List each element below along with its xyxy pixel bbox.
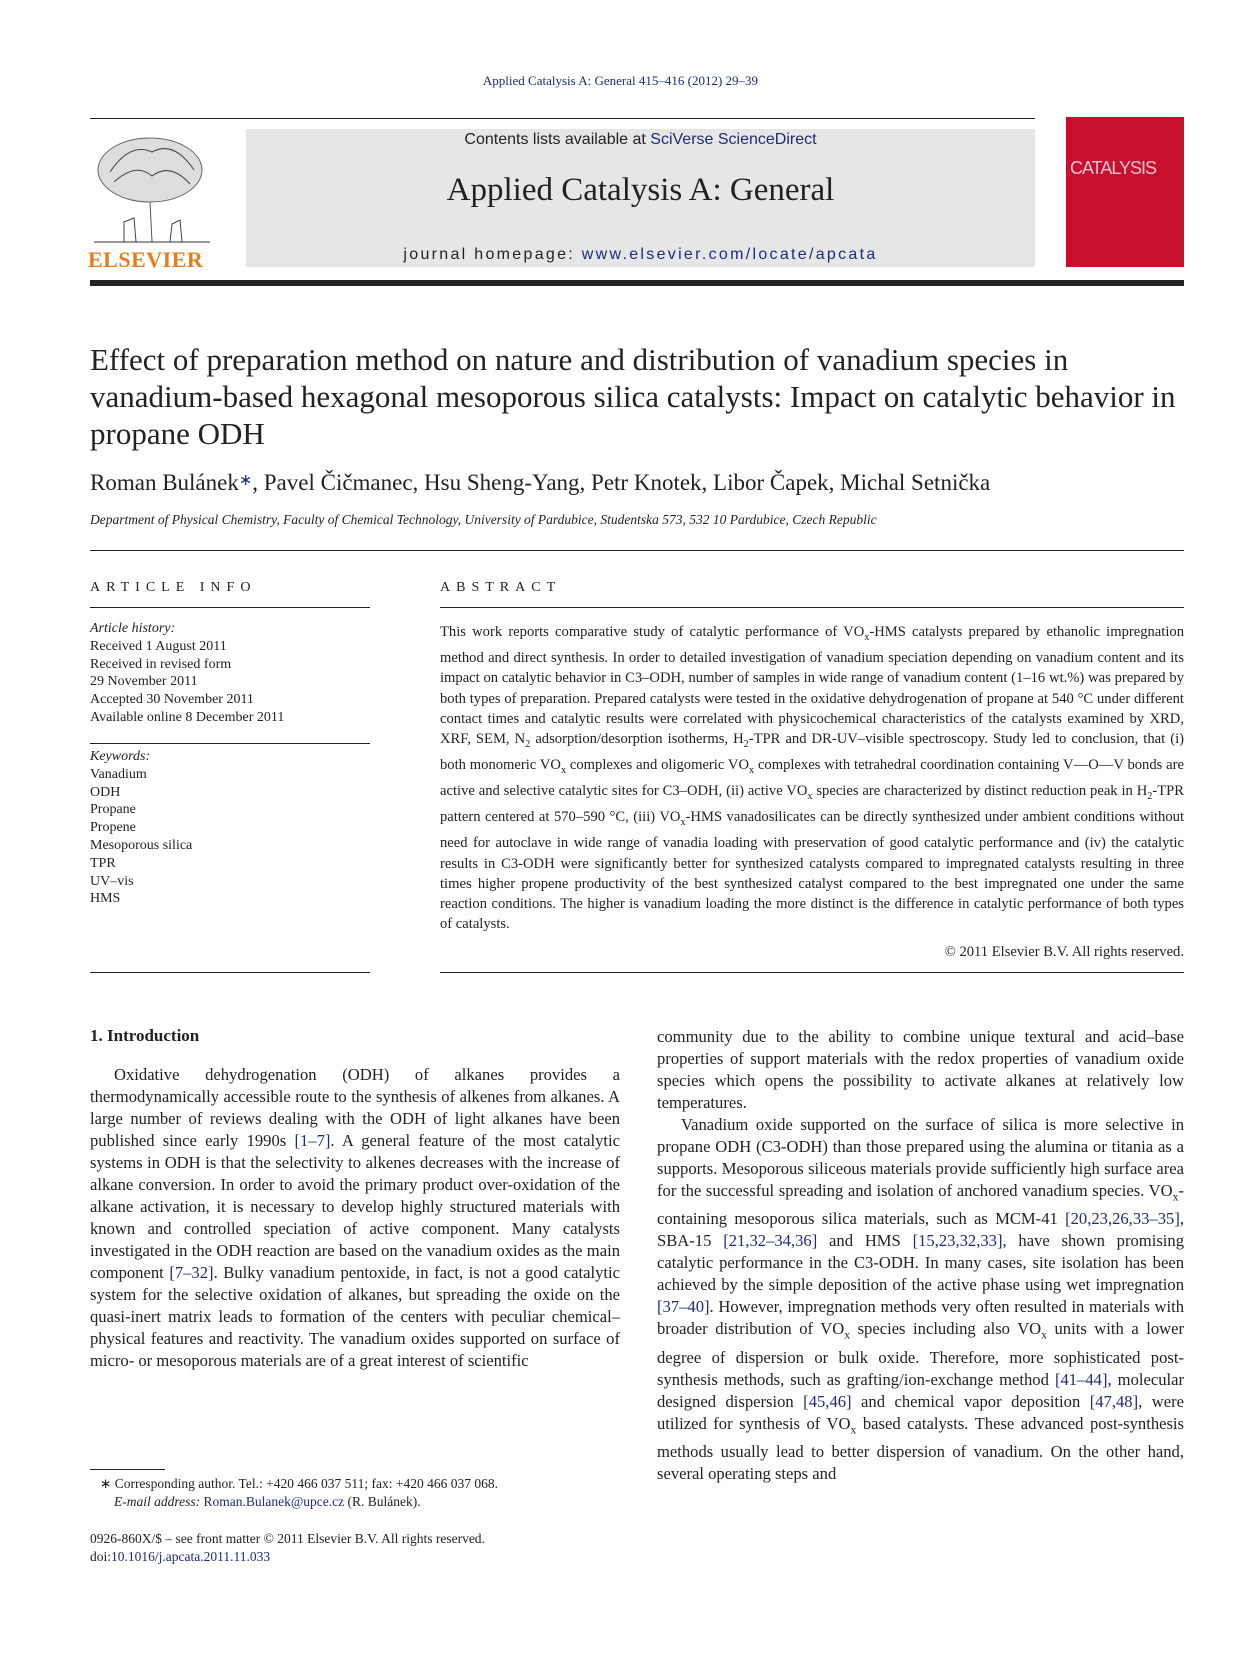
homepage-link[interactable]: www.elsevier.com/locate/apcata	[581, 246, 878, 263]
history-item: 29 November 2011	[90, 674, 198, 690]
citation-link[interactable]: [1–7]	[294, 1131, 331, 1150]
footnote-contact: Corresponding author. Tel.: +420 466 037 511; fax: +420 466 037 068.	[111, 1476, 498, 1491]
other-authors: , Pavel Čičmanec, Hsu Sheng-Yang, Petr Knotek, Libor Čapek, Michal Setnička	[252, 470, 991, 495]
keyword: ODH	[90, 784, 121, 800]
section-rule	[90, 550, 1184, 551]
homepage-prefix: journal homepage:	[403, 246, 582, 263]
history-item: Received in revised form	[90, 656, 232, 672]
article-info-rule	[90, 607, 370, 608]
keyword: Propene	[90, 820, 136, 836]
keyword: Propane	[90, 802, 136, 818]
author-list	[90, 470, 990, 496]
article-title: Effect of preparation method on nature and distribution of vanadium species in vanadium-based hexagonal mesoporous silica catalysts: Impact on catalytic behavior in propane ODH	[90, 342, 1176, 451]
citation-link[interactable]: [7–32]	[169, 1263, 214, 1282]
keywords-label: Keywords:	[90, 749, 151, 764]
citation-link[interactable]: [41–44]	[1054, 1369, 1108, 1389]
abstract-rule	[440, 607, 1184, 608]
citation-link[interactable]: [45,46]	[803, 1391, 852, 1411]
intro-paragraph: community due to the ability to combine unique textural and acid–base properties of support materials with the redox properties of vanadium oxide species which opens the possibility to activate alkanes at relatively low temperatures.	[657, 1027, 1184, 1112]
front-matter	[90, 1530, 485, 1566]
footnote-rule	[90, 1469, 165, 1470]
issn-line: 0926-860X/$ – see front matter © 2011 Elsevier B.V. All rights reserved.	[90, 1531, 485, 1546]
footnote-mark: ∗	[100, 1476, 112, 1491]
contents-line	[246, 131, 1035, 149]
keyword: Vanadium	[90, 766, 147, 782]
citation-link[interactable]: [37–40]	[657, 1297, 710, 1317]
abstract-heading: ABSTRACT	[440, 580, 562, 595]
history-item: Available online 8 December 2011	[90, 709, 285, 725]
journal-homepage	[246, 246, 1035, 264]
history-label: Article history:	[90, 621, 176, 636]
corresponding-footnote	[90, 1475, 498, 1511]
email-suffix: (R. Bulánek).	[344, 1494, 421, 1509]
intro-column-right	[657, 1026, 1184, 1485]
contents-prefix: Contents lists available at	[464, 131, 651, 148]
journal-cover-image[interactable]	[1066, 117, 1184, 267]
citation-link[interactable]: [47,48]	[1089, 1391, 1139, 1411]
elsevier-wordmark: ELSEVIER	[88, 247, 204, 272]
introduction-heading: 1. Introduction	[90, 1026, 200, 1045]
doi-link[interactable]: 10.1016/j.apcata.2011.11.033	[111, 1549, 271, 1564]
abstract-bottom-rule	[440, 972, 1184, 973]
abstract-text: This work reports comparative study of catalytic performance of $VO_x$-HMS catalysts prepared by ethanolic impregnation method and direct synthesis. In order to detailed investigation of vanadium speciation depending on vanadium content and its impact on catalytic behavior in C3–ODH, number of samples in wide range of vanadium content (1–16 wt.%) was prepared by both types of preparation. Prepared catalysts were tested in the oxidative dehydrogenation of propane at 540 °C under different contact times and catalytic results were correlated with physicochemical characteristics of the catalysts examined by XRD, XRF, SEM, $N_2$ adsorption/desorption isotherms, $H_2$-TPR and DR-UV–visible spectroscopy. Study led to conclusion, that (i) both monomeric $VO_x$ complexes and oligomeric $VO_x$ complexes with tetrahedral coordination containing V—O—V bonds are active and selective catalytic sites for C3–ODH, (ii) active $VO_x$ species are characterized by distinct reduction peak in $H_2$-TPR pattern centered at 570–590 °C, (iii) $VO_x$-HMS vanadosilicates can be directly synthesized under ambient conditions without need for autoclave in wide range of vanadia loading with preservation of good catalytic performance and (iv) the catalytic results in C3-ODH were significantly better for synthesized catalysts compared to impregnated catalysts resulting in three times higher propene productivity of the best synthesized catalyst compared to the best impregnated one under the same reaction conditions. The higher is vanadium loading the more distinct is the difference in catalytic performance of both types of catalysts.	[440, 624, 1184, 933]
history-item: Received 1 August 2011	[90, 638, 227, 654]
keywords	[90, 748, 370, 908]
affiliation: Department of Physical Chemistry, Faculty of Chemical Technology, University of Pardubice, Studentska 573, 532 10 Pardubice, Czech Republic	[90, 512, 877, 527]
intro-column-left	[90, 1064, 620, 1372]
keyword: Mesoporous silica	[90, 837, 193, 853]
header-bottom-rule	[90, 280, 1184, 286]
abstract-copyright: © 2011 Elsevier B.V. All rights reserved.	[944, 944, 1184, 960]
doi-prefix: doi:	[90, 1549, 112, 1564]
citation-link[interactable]: [21,32–34,36]	[723, 1231, 818, 1251]
first-author: Roman Bulánek	[90, 470, 239, 495]
journal-cover-title: CATALYSIS	[1070, 158, 1157, 178]
article-info-heading: ARTICLE INFO	[90, 580, 257, 595]
intro-paragraph: Oxidative dehydrogenation (ODH) of alkanes provides a thermodynamically accessible route to the synthesis of alkenes from alkanes. A large number of reviews dealing with the ODH of light alkanes have been published since early 1990s [1–7]. A general feature of the most catalytic systems in ODH is that the selectivity to alkenes decreases with the increase of alkane conversion. In order to avoid the primary product over-oxidation of the alkane activation, it is necessary to develop highly structured materials with known and controlled speciation of active component. Many catalysts investigated in the ODH reaction are based on the vanadium oxides as the main component [7–32]. Bulky vanadium pentoxide, in fact, is not a good catalytic system for the selective oxidation of alkanes, but spreading the oxide on the quasi-inert matrix leads to formation of the centers with peculiar chemical–physical features and reactivity. The vanadium oxides supported on surface of micro- or mesoporous materials are of a great interest of scientific	[90, 1065, 620, 1370]
keyword: HMS	[90, 891, 121, 907]
email-label: E-mail address:	[114, 1494, 204, 1509]
citation-link[interactable]: [20,23,26,33–35]	[1065, 1209, 1180, 1229]
email-link[interactable]: Roman.Bulanek@upce.cz	[203, 1494, 345, 1509]
article-history	[90, 620, 370, 727]
history-item: Accepted 30 November 2011	[90, 692, 254, 708]
article-info-bottom-rule	[90, 972, 370, 973]
sciencedirect-link[interactable]: SciVerse ScienceDirect	[650, 131, 817, 148]
article-info-mid-rule	[90, 743, 370, 744]
citation-link[interactable]: [15,23,32,33]	[912, 1231, 1003, 1251]
keyword: TPR	[90, 855, 116, 871]
keyword: UV–vis	[90, 873, 134, 889]
intro-paragraph: Vanadium oxide supported on the surface of silica is more selective in propane ODH (C3-ODH) than those prepared using the alumina or titania as a supports. Mesoporous siliceous materials provide sufficiently high surface area for the successful spreading and isolation of anchored vanadium species. $VO_x$-containing mesoporous silica materials, such as MCM-41 [20,23,26,33–35], SBA-15 [21,32–34,36] and HMS [15,23,32,33], have shown promising catalytic performance in the C3-ODH. In many cases, site isolation has been achieved by the simple deposition of the active phase using wet impregnation [37–40]. However, impregnation methods very often resulted in materials with broader distribution of $VO_x$ species including also $VO_x$ units with a lower degree of dispersion or bulk oxide. Therefore, more sophisticated post-synthesis methods, such as grafting/ion-exchange method [41–44], molecular designed dispersion [45,46] and chemical vapor deposition [47,48], were utilized for synthesis of $VO_x$ based catalysts. These advanced post-synthesis methods usually lead to better dispersion of vanadium. On the other hand, several operating steps and	[657, 1115, 1185, 1483]
journal-title: Applied Catalysis A: General	[446, 172, 835, 208]
header-top-rule	[90, 118, 1035, 119]
corresponding-author-mark[interactable]: ∗	[238, 472, 253, 489]
journal-reference[interactable]: Applied Catalysis A: General 415–416 (2012) 29–39	[482, 73, 759, 88]
